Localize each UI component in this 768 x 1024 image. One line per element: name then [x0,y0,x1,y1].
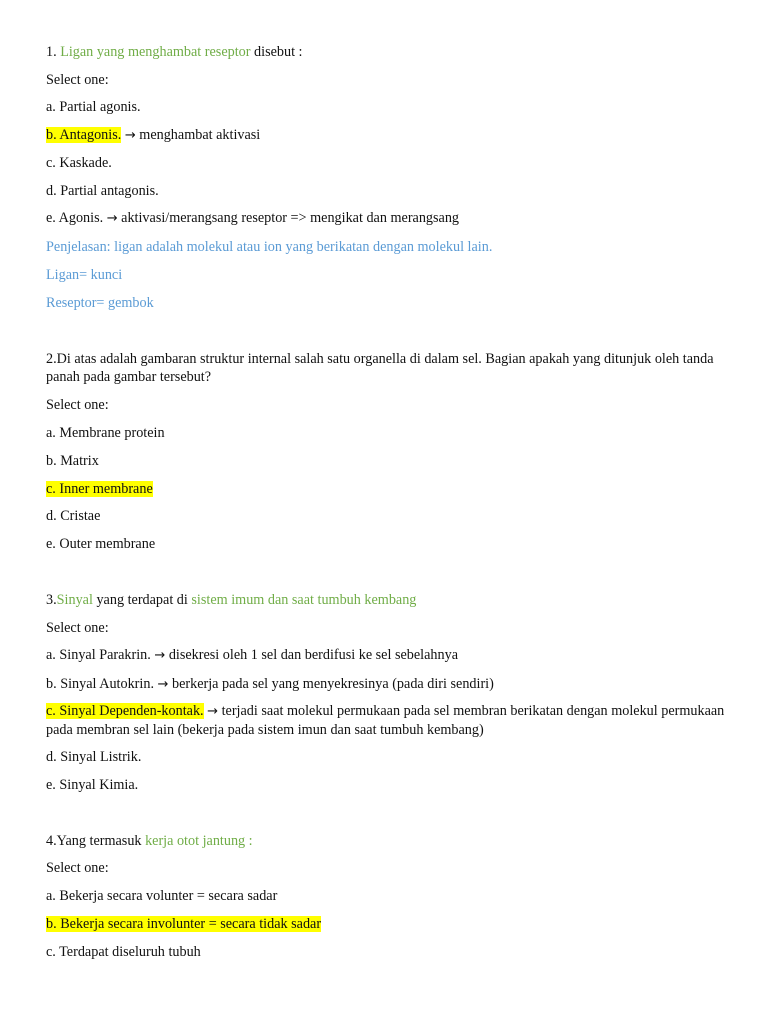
question-keyword: kerja otot jantung : [145,833,253,849]
answer-highlight: b. Bekerja secara involunter = secara tidak sadar [46,916,322,932]
question-text: yang terdapat di [96,592,188,608]
explanation-line: Penjelasan: ligan adalah molekul atau ion yang berikatan dengan molekul lain. [46,239,493,255]
option-d: d. Sinyal Listrik. [46,749,142,765]
question-2-title: 2.Di atas adalah gambaran struktur internal salah satu organella di dalam sel. Bagian apakah yang ditunjuk oleh tanda panah pada gambar tersebut? [46,351,714,385]
option-b [46,675,494,694]
option-a: a. Partial agonis. [46,99,141,115]
question-keyword: Sinyal [56,592,93,608]
select-one-label: Select one: [46,860,109,876]
option-b [46,126,260,145]
option-c: c. Terdapat diseluruh tubuh [46,944,201,960]
explanation-line: Ligan= kunci [46,267,123,283]
option-note: terjadi saat molekul permukaan pada sel membran berikatan dengan molekul permukaan pada membran sel lain (bekerja pada sistem imun dan saat tumbuh kembang) [46,703,725,738]
question-4-title [46,832,253,850]
question-1-title [46,43,303,61]
question-keyword: sistem imum dan saat tumbuh kembang [191,592,417,608]
option-note: aktivasi/merangsang reseptor => mengikat dan merangsang [121,210,460,226]
answer-highlight: b. Antagonis. [46,127,122,143]
question-keyword: Ligan yang menghambat reseptor [60,44,251,60]
select-one-label: Select one: [46,620,109,636]
select-one-label: Select one: [46,397,109,413]
option-text: b. Sinyal Autokrin. [46,676,154,692]
option-d: d. Cristae [46,508,101,524]
option-c [46,702,726,739]
option-a: a. Bekerja secara volunter = secara sadar [46,888,278,904]
arrow-right-icon: → [124,128,136,143]
option-e [46,209,459,228]
option-a [46,646,458,665]
option-a: a. Membrane protein [46,425,165,441]
option-c: c. Kaskade. [46,155,112,171]
explanation-line: Reseptor= gembok [46,295,154,311]
arrow-right-icon: → [207,704,219,719]
option-e: e. Sinyal Kimia. [46,777,139,793]
option-note: berkerja pada sel yang menyekresinya (pada diri sendiri) [172,676,494,692]
option-text: e. Agonis. [46,210,104,226]
option-note: disekresi oleh 1 sel dan berdifusi ke sel sebelahnya [168,647,458,663]
question-3-title [46,591,416,609]
question-number: 3. [46,592,57,608]
answer-highlight: c. Sinyal Dependen-kontak. [46,703,204,719]
answer-highlight: c. Inner membrane [46,481,153,497]
option-note: menghambat aktivasi [139,127,261,143]
option-b [46,915,321,933]
arrow-right-icon: → [157,677,169,692]
question-text: 4.Yang termasuk [46,833,142,849]
option-b: b. Matrix [46,453,99,469]
question-suffix: disebut : [254,44,303,60]
arrow-right-icon: → [106,211,118,226]
arrow-right-icon: → [154,648,166,663]
option-e: e. Outer membrane [46,536,156,552]
option-d: d. Partial antagonis. [46,183,159,199]
option-c [46,480,153,498]
option-text: a. Sinyal Parakrin. [46,647,151,663]
select-one-label: Select one: [46,72,109,88]
question-number: 1. [46,44,57,60]
